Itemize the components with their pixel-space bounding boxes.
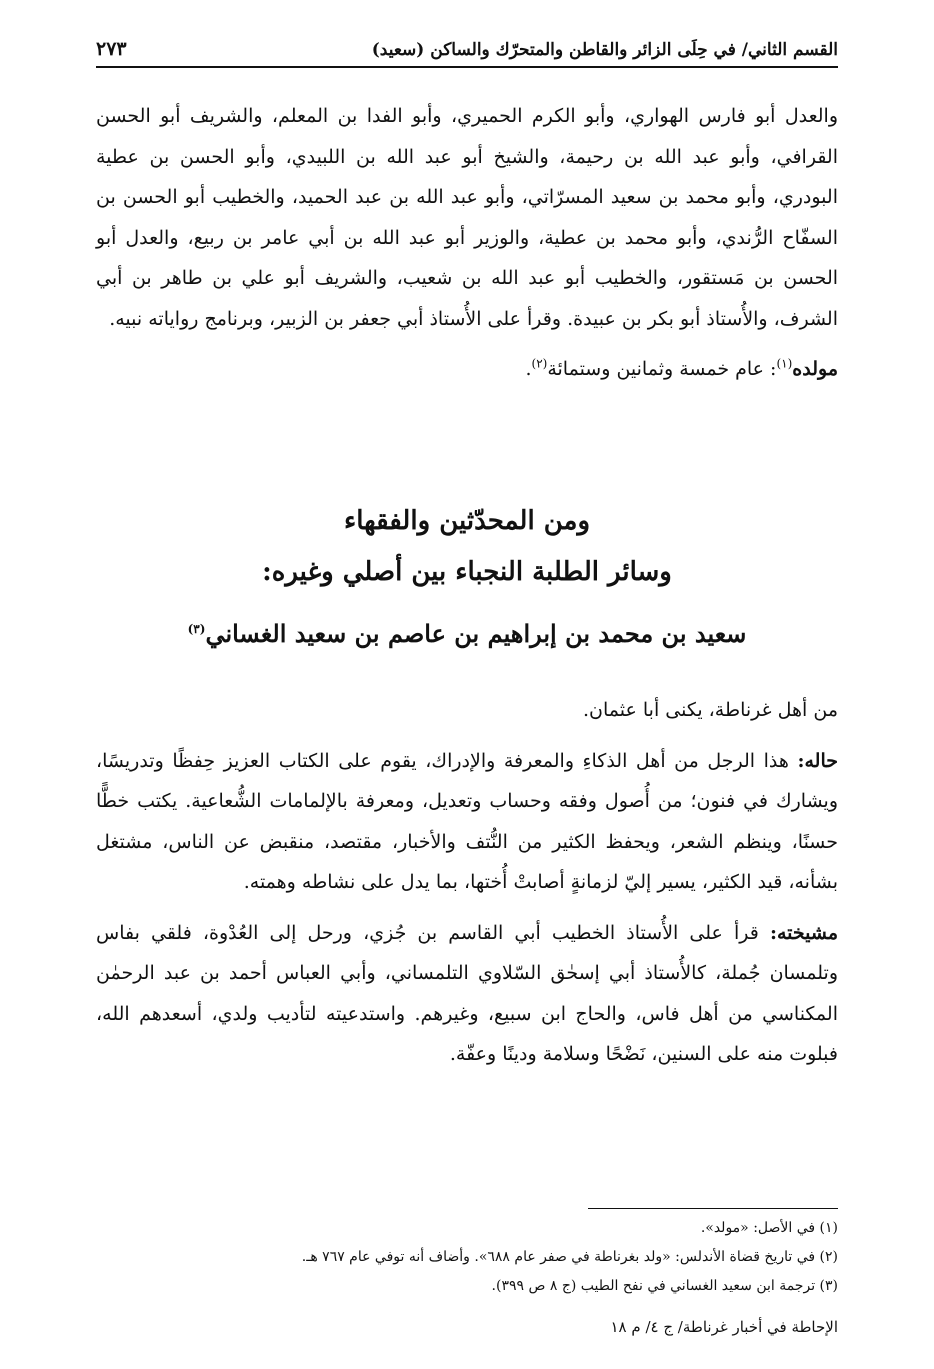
text-line: بالإلمامات الشُّعاعية. يكتب خطًّا حسنًا، وينظم الشعر، ويحفظ الكثير من النُّتف xyxy=(96,790,838,853)
mashyakha-paragraph xyxy=(96,913,838,1075)
text-line: فلقي بفاس وتلمسان جُملة، كالأُستاذ أبي إسحٰق السّلاوي التلمساني، وأبي العباس xyxy=(96,921,838,984)
text-line: واستدعيته لتأديب ولدي، أسعدهم الله، فبلوت منه على السنين، نَضْحًا وسلامة ودينًا xyxy=(96,1002,838,1065)
footnote-ref: (٢) xyxy=(531,356,548,371)
birth-paragraph xyxy=(96,349,838,390)
text-line: وعفّة. xyxy=(449,1043,497,1065)
entry-name: سعيد بن محمد بن إبراهيم بن عاصم بن سعيد الغساني xyxy=(205,619,747,648)
footnote-ref: (١) xyxy=(776,356,793,371)
text-line: نبيه. xyxy=(109,307,143,330)
page-number: ٢٧٣ xyxy=(96,38,127,60)
section-headings xyxy=(96,496,838,664)
text-line: والعدل أبو فارس الهواري، وأبو الكرم الحميري، وأبو الفدا بن المعلم، والشريف xyxy=(189,105,839,127)
section-heading-line-1: ومن المحدّثين والفقهاء xyxy=(344,506,590,536)
text-line: والوزير أبو عبد الله بن أبي عامر بن ربيع، والعدل أبو الحسن بن مَستقور، xyxy=(96,226,839,289)
running-title: القسم الثاني/ في حِلَى الزائر والقاطن والمتحرّك والساكن (سعيد) xyxy=(371,40,838,60)
footnote: (٣) ترجمة ابن سعيد الغساني في نفح الطيب (ج ٨ ص ٣٩٩). xyxy=(491,1278,838,1294)
text-line: عبد الحميد، والخطيب أبو الحسن بن السفّاح الرُّندي، وأبو محمد بن عطية، xyxy=(96,186,839,249)
entry-title xyxy=(96,604,838,664)
text-line: والأُستاذ أبو بكر بن عبيدة. وقرأ على الأُستاذ أبي جعفر بن الزبير، وبرنامج رواياته xyxy=(148,307,768,330)
footnote-divider xyxy=(588,1208,838,1209)
text-line: قرأ على الأُستاذ الخطيب أبي القاسم بن جُزي، ورحل إلى العُدْوة، xyxy=(202,921,759,944)
origin-paragraph: من أهل غرناطة، يكنى أبا عثمان. xyxy=(582,699,838,721)
page-footer: الإحاطة في أخبار غرناطة/ ج ٤/ م ١٨ xyxy=(610,1318,838,1336)
birth-label: مولده xyxy=(792,358,838,380)
text-line: حِفظًا وتدريسًا، ويشارك في فنون؛ من أُصول وفقه وحساب وتعديل، ومعرفة xyxy=(96,749,838,812)
text-line: والأخبار، مقتصد، منقبض عن الناس، مشتغل بشأنه، قيد الكثير، يسير إليّ لزمانةٍ xyxy=(96,830,838,893)
mashyakha-label: مشيخته: xyxy=(769,921,839,944)
footnote: (١) في الأصل: «مولد». xyxy=(700,1220,838,1236)
text-line: أصابتْ أُختها، بما يدل على نشاطه وهمته. xyxy=(243,871,565,893)
entry-body xyxy=(96,690,838,1075)
footnote-ref: (٣) xyxy=(187,622,206,636)
text-line: أحمد بن عبد الرحمٰن المكناسي من أهل فاس، والحاج ابن سبيع، وغيرهم. xyxy=(96,962,838,1025)
teachers-list-section xyxy=(96,96,838,390)
text-line: أبو الحسن القرافي، وأبو عبد الله بن رحيمة، والشيخ أبو عبد الله بن اللبيدي، وأبو xyxy=(96,105,839,168)
text-line: الحسن بن عطية البودري، وأبو محمد بن سعيد المسرّاتي، وأبو عبد الله بن xyxy=(96,145,838,208)
text-line: والخطيب أبو عبد الله بن شعيب، والشريف أبو علي بن طاهر بن أبي الشرف، xyxy=(96,267,838,330)
hal-label: حاله: xyxy=(797,749,838,772)
birth-text: : عام خمسة وثمانين وستمائة xyxy=(547,358,777,380)
text-line: هذا الرجل من أهل الذكاءِ والمعرفة والإدراك، يقوم على الكتاب العزيز xyxy=(223,749,789,772)
teachers-paragraph xyxy=(96,96,838,339)
birth-end: . xyxy=(525,358,532,380)
footnote: (٢) في تاريخ قضاة الأندلس: «ولد بغرناطة في صفر عام ٦٨٨». وأضاف أنه توفي عام ٧٦٧ هـ. xyxy=(301,1249,838,1265)
running-header xyxy=(96,38,838,68)
footnotes xyxy=(96,1214,838,1301)
hal-paragraph xyxy=(96,741,838,903)
section-heading-line-2: وسائر الطلبة النجباء بين أصلي وغيره: xyxy=(262,557,672,587)
